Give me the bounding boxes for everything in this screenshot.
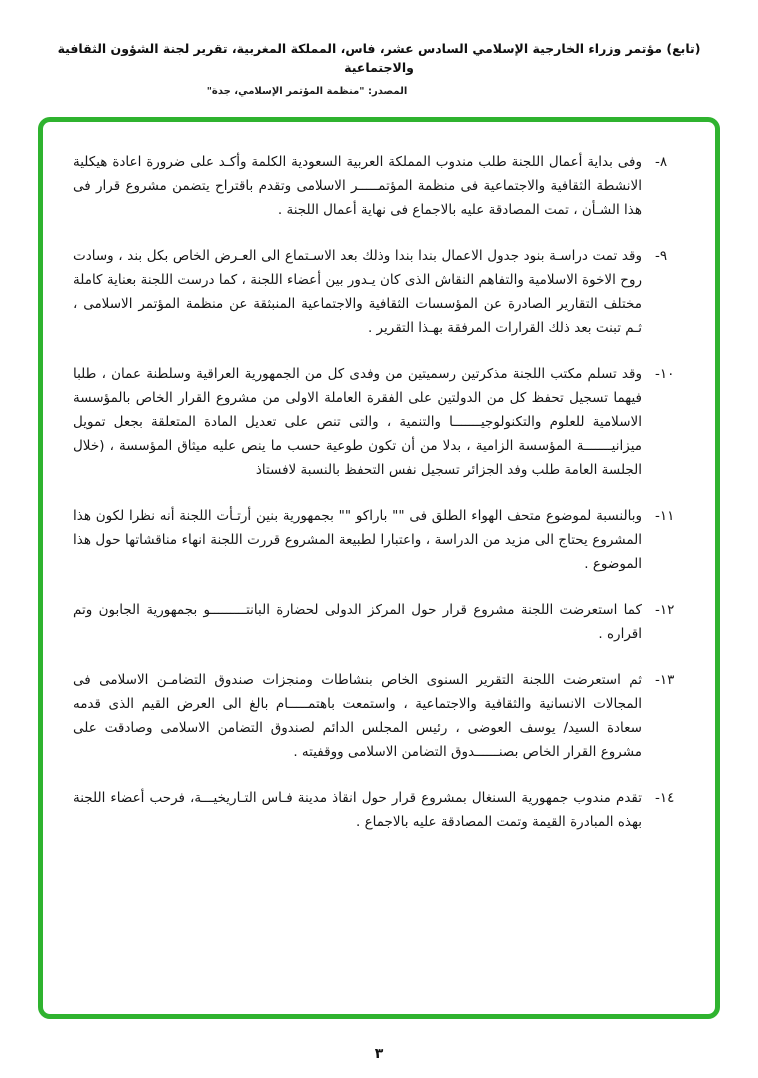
document-source: المصدر: "منظمة المؤتمر الإسلامي، جدة" [206,85,408,97]
item-text: وبالنسبة لموضوع متحف الهواء الطلق فى "" باراكو "" بجمهورية بنين أرتـأت اللجنة أنه نظرا لكون هذا المشروع يحتاج الى مزيد من الدراسة ، واعتبارا لطبيعة المشروع قررت اللجنة انهاء مناقشاتها حول هذا الموضوع . [73,507,642,572]
item-text: تقدم مندوب جمهورية السنغال بمشروع قرار حول انقاذ مدينة فـاس التـاريخيـــة، فرحب أعضاء اللجنة بهذه المبادرة القيمة وتمت المصادقة عليه بالاجماع . [73,789,642,830]
item-number: ١٠- [655,365,675,382]
list-item [73,598,691,646]
item-number: ١٣- [655,671,675,688]
item-text: كما استعرضت اللجنة مشروع قرار حول المركز الدولى لحضارة البانتـــــــــو بجمهورية الجابون وتم اقراره . [73,601,642,642]
item-text: وقد تسلم مكتب اللجنة مذكرتين رسميتين من وفدى كل من الجمهورية العراقية وسلطنة عمان ، طلبا فيهما تسجيل تحفظ كل من الدولتين على الفقرة العاملة الاولى من مشروع القرار الخاص بالمؤسسة الاسلامية للعلوم والتكنولوجيـــــــا والتنمية ، والتى تنص على تعديل المادة المتعلقة بجعل تمويل ميزانيـــــــة المؤسسة الزامية ، بدلا من أن تكون طوعية حسب ما ينص عليه ميثاق المؤسسة ، (خلال الجلسة العامة طلب وفد الجزائر تسجيل نفس التحفظ بالنسبة لافستاذ [73,365,642,478]
item-number: ٨- [655,153,668,170]
list-item [73,150,691,222]
list-item [73,362,691,482]
item-text: وفى بداية أعمال اللجنة طلب مندوب المملكة العربية السعودية الكلمة وأكـد على ضرورة اعادة هيكلية الانشطة الثقافية والاجتماعية فى منظمة المؤتمـــــر الاسلامى وتقدم باقتراح يتضمن مشروع قرار فى هذا الشـأن ، تمت المصادقة عليه بالاجماع فى نهاية أعمال اللجنة . [73,153,642,218]
document-title: (تابع) مؤتمر وزراء الخارجية الإسلامي السادس عشر، فاس، المملكة المغربية، تقرير لجنة الشؤون الثقافية والاجتماعية [57,41,701,75]
page-number: ٣ [374,1046,384,1062]
item-number: ١٢- [655,601,675,618]
list-item [73,244,691,340]
list-item [73,786,691,834]
list-item [73,504,691,576]
item-number: ٩- [655,247,668,264]
content-frame [38,117,720,1019]
list-item [73,668,691,764]
item-number: ١٤- [655,789,675,806]
item-text: ثم استعرضت اللجنة التقرير السنوى الخاص بنشاطات ومنجزات صندوق التضامـن الاسلامى فى المجالات الانسانية والثقافية والاجتماعية ، واستمعت باهتمـــــام بالغ الى العرض القيم الذى قدمه سعادة السيد/ يوسف العوضى ، رئيس المجلس الدائم لصندوق التضامن الاسلامى وصادقت على مشروع القرار الخاص بصنــــــدوق التضامن الاسلامى ووقفيته . [73,671,642,760]
item-number: ١١- [655,507,675,524]
item-text: وقد تمت دراسـة بنود جدول الاعمال بندا بندا وذلك بعد الاسـتماع الى العـرض الخاص بكل بند ، وسادت روح الاخوة الاسلامية والتفاهم النقاش الذى كان يـدور بين أعضاء اللجنة ، كما درست اللجنة بعناية كاملة مختلف التقارير الصادرة عن المؤسسات الثقافية والاجتماعية المنبثقة عن منظمة المؤتمر الاسلامى ، ثـم تبنت بعد ذلك القرارات المرفقة بهـذا التقرير . [73,247,642,336]
document-header [0,0,758,97]
